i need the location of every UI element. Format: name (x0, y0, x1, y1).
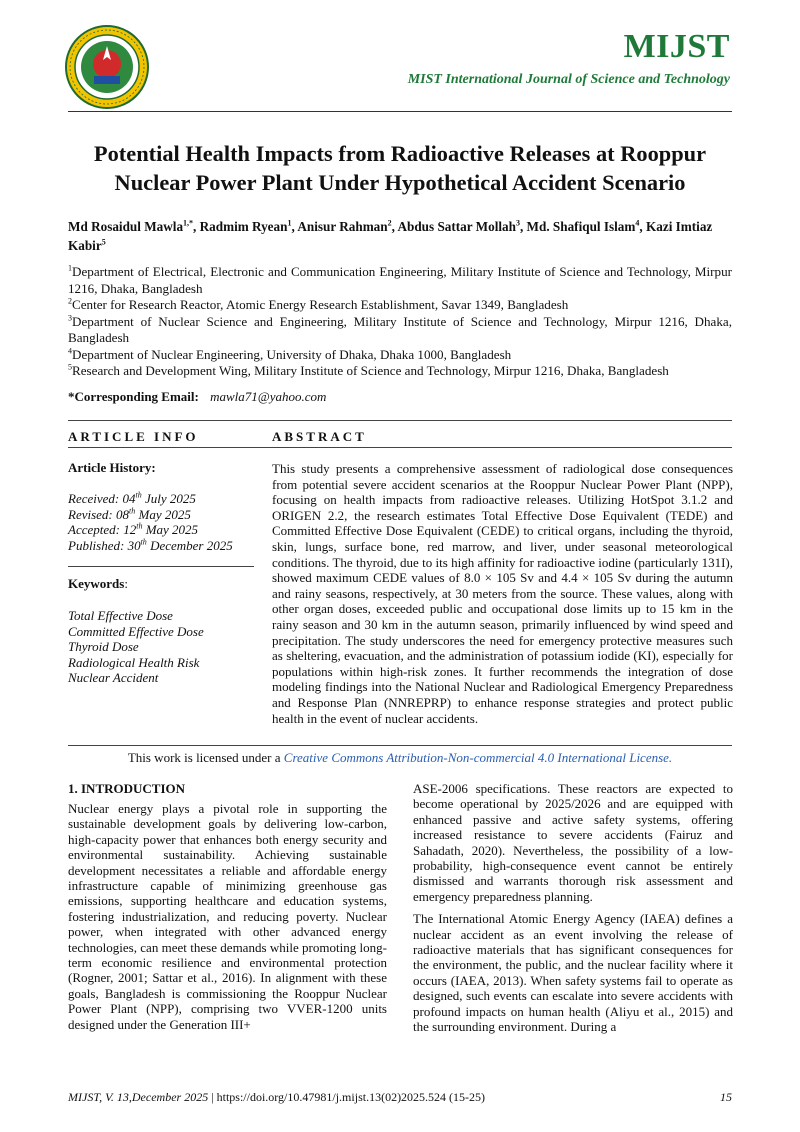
affiliation: $^3$Department of Nuclear Science and Engineering, Military Institute of Science and Technology, Mirpur 1216, Dhaka, Bangladesh (68, 313, 732, 345)
keyword: Thyroid Dose (68, 639, 139, 654)
section-heading-introduction: 1. INTRODUCTION (68, 781, 186, 796)
journal-full-name: MIST International Journal of Science and Technology (407, 72, 730, 87)
history-item: Revised: 08th May 2025 (68, 506, 191, 522)
keyword: Radiological Health Risk (68, 654, 200, 670)
corresponding-email (68, 389, 326, 405)
body-column-right (413, 781, 733, 1035)
keyword: Committed Effective Dose (68, 623, 204, 639)
paragraph: ASE-2006 specifications. These reactors are expected to become operational by 2025/2026 and are equipped with enhanced passive and active safety systems, offering increased resistance to severe accidents (Fairuz and Sahadath, 2020). Nevertheless, the possibility of a low-probability, high-consequence event cannot be entirely dismissed and warrants thorough risk assessment and emergency preparedness planning. (413, 781, 733, 904)
abstract-text: This study presents a comprehensive assessment of radiological dose consequences from potential severe accident scenarios at the Rooppur Nuclear Power Plant (NPP), focusing on health impacts from radioactive releases. Utilizing HotSpot 3.1.2 and ORIGEN 2.2, the research estimates Total Effective Dose Equivalent (TEDE) and Committed Effective Dose Equivalent (CEDE) to critical organs, including the thyroid, skin, lungs, surface bone, red marrow, and liver, under seasonal meteorological conditions. The thyroid, due to its high affinity for radioactive iodine (particularly 131I), showed maximum CEDE values of 8.0 × 105 Sv and 4.4 × 105 Sv during the autumn and rainy seasons, respectively, at 30 meters from the source. These values, along with other organ doses, exceeded public and occupational dose limits up to 15 km in the rainy season and 30 km in the autumn season, primarily influenced by wind speed and precipitation. The study underscores the need for emergency protective measures such as sheltering, evacuation, and the administration of potassium iodide (KI), especially for populations within high-risk zones. It further recommends the integration of dose modeling findings into the National Nuclear and Radiological Emergency Preparedness and Response Plan (NNREPRP) to enhance response strategies and protect public health in the event of nuclear accidents. (272, 461, 733, 726)
footer-citation: MIJST, V. 13,December 2025 | https://doi.org/10.47981/j.mijst.13(02)2025.524 (15-25) (68, 1090, 486, 1104)
article-info-heading: ARTICLE INFO (68, 429, 199, 444)
author: Anisur Rahman$^2$ (297, 218, 392, 234)
email-link[interactable]: mawla71@yahoo.com (210, 389, 327, 404)
author: Md Rosaidul Mawla$^{1,*}$ (68, 218, 194, 234)
article-history (68, 491, 233, 553)
keywords-heading: Keywords: (68, 576, 128, 591)
affiliation: $^5$Research and Development Wing, Military Institute of Science and Technology, Mirpur 1216, Dhaka, Bangladesh (68, 362, 669, 378)
header-divider (68, 111, 732, 112)
corresponding-label: *Corresponding Email: (68, 389, 199, 404)
history-item: Accepted: 12th May 2025 (68, 521, 199, 537)
history-item: Received: 04th July 2025 (68, 490, 196, 506)
affiliation: $^1$Department of Electrical, Electronic and Communication Engineering, Military Institute of Science and Technology, Mirpur 1216, Dhaka, Bangladesh (68, 263, 732, 296)
author: Kazi Imtiaz Kabir$^5$ (68, 219, 713, 253)
body-column-left (68, 801, 387, 1032)
license-link[interactable]: Creative Commons Attribution-Non-commercial 4.0 International License. (283, 750, 673, 765)
divider (68, 447, 732, 448)
article-history-heading: Article History: (68, 460, 156, 475)
paragraph: The International Atomic Energy Agency (IAEA) defines a nuclear accident as an event involving the release of radioactive materials that has significant consequences for the environment, the public, and the nuclear facility where it occurs (IAEA, 2013). When safety systems fail to operate as designed, such events can escalate into severe accidents with profound impacts on human health (Aliyu et al., 2015) and the surrounding environment. During a (413, 911, 733, 1035)
keyword: Nuclear Accident (68, 670, 159, 685)
abstract-heading: ABSTRACT (272, 429, 367, 444)
author: Radmim Ryean$^1$ (199, 218, 292, 234)
divider (68, 420, 732, 421)
journal-abbreviation: MIJST (623, 28, 730, 65)
paper-title: Potential Health Impacts from Radioactive Releases at Rooppur Nuclear Power Plant Under Hypothetical Accident Scenario (93, 141, 707, 195)
keyword-list (68, 608, 204, 686)
license-line: This work is licensed under a Creative Commons Attribution-Non-commercial 4.0 International License. (127, 750, 673, 765)
paragraph: Nuclear energy plays a pivotal role in supporting the sustainable development goals by delivering low-carbon, high-capacity power that enhances both energy security and environmental sustainability. Achieving sustainable development necessitates a reliable and affordable energy infrastructure capable of minimizing greenhouse gas emissions, supporting healthcare and education systems, fostering industrialization, and reducing poverty. Nuclear power, when integrated with other advanced energy technologies, can meet these demands while promoting long-term economic resilience and environmental protection (Rogner, 2001; Sattar et al., 2016). In alignment with these goals, Bangladesh is commissioning the Rooppur Nuclear Power Plant (NPP), comprising two VVER-1200 units designed under the Generation III+ (68, 801, 387, 1032)
divider (68, 745, 732, 746)
author-list: Md Rosaidul Mawla$^{1,*}$, Radmim Ryean$^1$, Anisur Rahman$^2$, Abdus Sattar Mollah$^3$, Md. Shafiqul Islam$^4$, Kazi Imtiaz Kabir$^5$ (68, 218, 713, 253)
mist-seal-logo-icon (64, 24, 150, 110)
affiliation: $^4$Department of Nuclear Engineering, University of Dhaka, Dhaka 1000, Bangladesh (68, 346, 512, 362)
history-item: Published: 30th December 2025 (68, 537, 233, 553)
affiliation-list (68, 264, 732, 380)
page-number: 15 (720, 1090, 732, 1104)
keyword: Total Effective Dose (68, 608, 173, 623)
affiliation: $^2$Center for Research Reactor, Atomic Energy Research Establishment, Savar 1349, Bangladesh (68, 296, 569, 312)
author: Md. Shafiqul Islam$^4$ (526, 218, 640, 234)
divider (68, 566, 254, 567)
author: Abdus Sattar Mollah$^3$ (397, 218, 520, 234)
doi-link[interactable]: | https://doi.org/10.47981/j.mijst.13(02)2025.524 (15-25) (208, 1090, 486, 1104)
